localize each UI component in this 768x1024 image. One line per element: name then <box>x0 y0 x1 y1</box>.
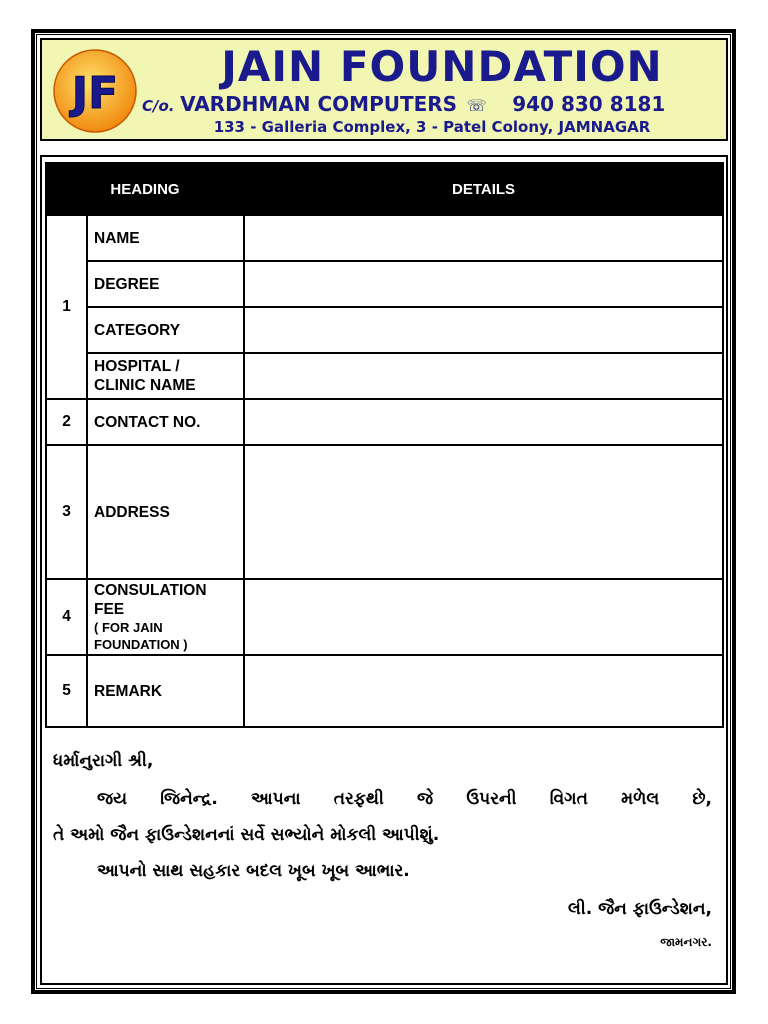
table-row <box>46 307 723 353</box>
consultation-fee-field[interactable] <box>244 579 723 655</box>
company-name: VARDHMAN COMPUTERS <box>180 92 458 116</box>
message-line-1: જય જિનેન્દ્ર. આપના તરફથી જે ઉપરની વિગત મળેલ છે, <box>97 789 712 809</box>
fee-note-line1: ( FOR JAIN <box>94 620 163 635</box>
hospital-label-line1: HOSPITAL / <box>94 358 180 375</box>
place: જામનગર. <box>660 935 712 949</box>
table-row <box>46 353 723 399</box>
signature: લી. જૈન ફાઉન્ડેશન, <box>568 899 712 919</box>
care-of-label: C/o. <box>142 97 175 115</box>
field-label-degree: DEGREE <box>87 261 244 307</box>
message-line-3: આપનો સાથ સહકાર બદલ ખૂબ ખૂબ આભાર. <box>97 861 410 881</box>
remark-field[interactable] <box>244 655 723 727</box>
letterhead <box>40 38 728 141</box>
field-label-contact: CONTACT NO. <box>87 399 244 445</box>
table-header-row <box>46 163 723 215</box>
message-line-2: તે અમો જૈન ફાઉન્ડેશનનાં સર્વે સભ્યોને મોકલી આપીશું. <box>53 825 440 845</box>
field-label-fee <box>87 579 244 655</box>
phone-icon: ☏ <box>466 96 487 115</box>
org-name: JAIN FOUNDATION <box>221 42 663 91</box>
table-row <box>46 445 723 579</box>
name-field[interactable] <box>244 215 723 261</box>
address-line: 133 - Galleria Complex, 3 - Patel Colony, JAMNAGAR <box>213 118 651 136</box>
contact-number-field[interactable] <box>244 399 723 445</box>
details-column-header: DETAILS <box>244 163 723 215</box>
row-number-5: 5 <box>46 655 87 727</box>
address-field[interactable] <box>244 445 723 579</box>
table-row <box>46 579 723 655</box>
field-label-address: ADDRESS <box>87 445 244 579</box>
field-label-category: CATEGORY <box>87 307 244 353</box>
hospital-label-line2: CLINIC NAME <box>94 377 196 394</box>
details-table <box>45 162 724 728</box>
field-label-remark: REMARK <box>87 655 244 727</box>
salutation: ધર્માનુરાગી શ્રી, <box>53 751 154 771</box>
category-field[interactable] <box>244 307 723 353</box>
field-label-hospital <box>87 353 244 399</box>
row-number-1: 1 <box>46 215 87 399</box>
table-row <box>46 261 723 307</box>
logo-letters: JF <box>71 68 119 119</box>
heading-column-header: HEADING <box>46 163 244 215</box>
field-label-name: NAME <box>87 215 244 261</box>
fee-label-line1: CONSULATION <box>94 582 207 599</box>
row-number-2: 2 <box>46 399 87 445</box>
hospital-clinic-field[interactable] <box>244 353 723 399</box>
jf-logo-icon <box>52 48 138 134</box>
degree-field[interactable] <box>244 261 723 307</box>
table-row <box>46 399 723 445</box>
table-row <box>46 655 723 727</box>
row-number-4: 4 <box>46 579 87 655</box>
row-number-3: 3 <box>46 445 87 579</box>
table-row <box>46 215 723 261</box>
fee-label-line2: FEE <box>94 601 125 618</box>
phone-number: 940 830 8181 <box>512 92 666 116</box>
contact-line <box>142 92 722 116</box>
fee-note-line2: FOUNDATION ) <box>94 637 188 652</box>
